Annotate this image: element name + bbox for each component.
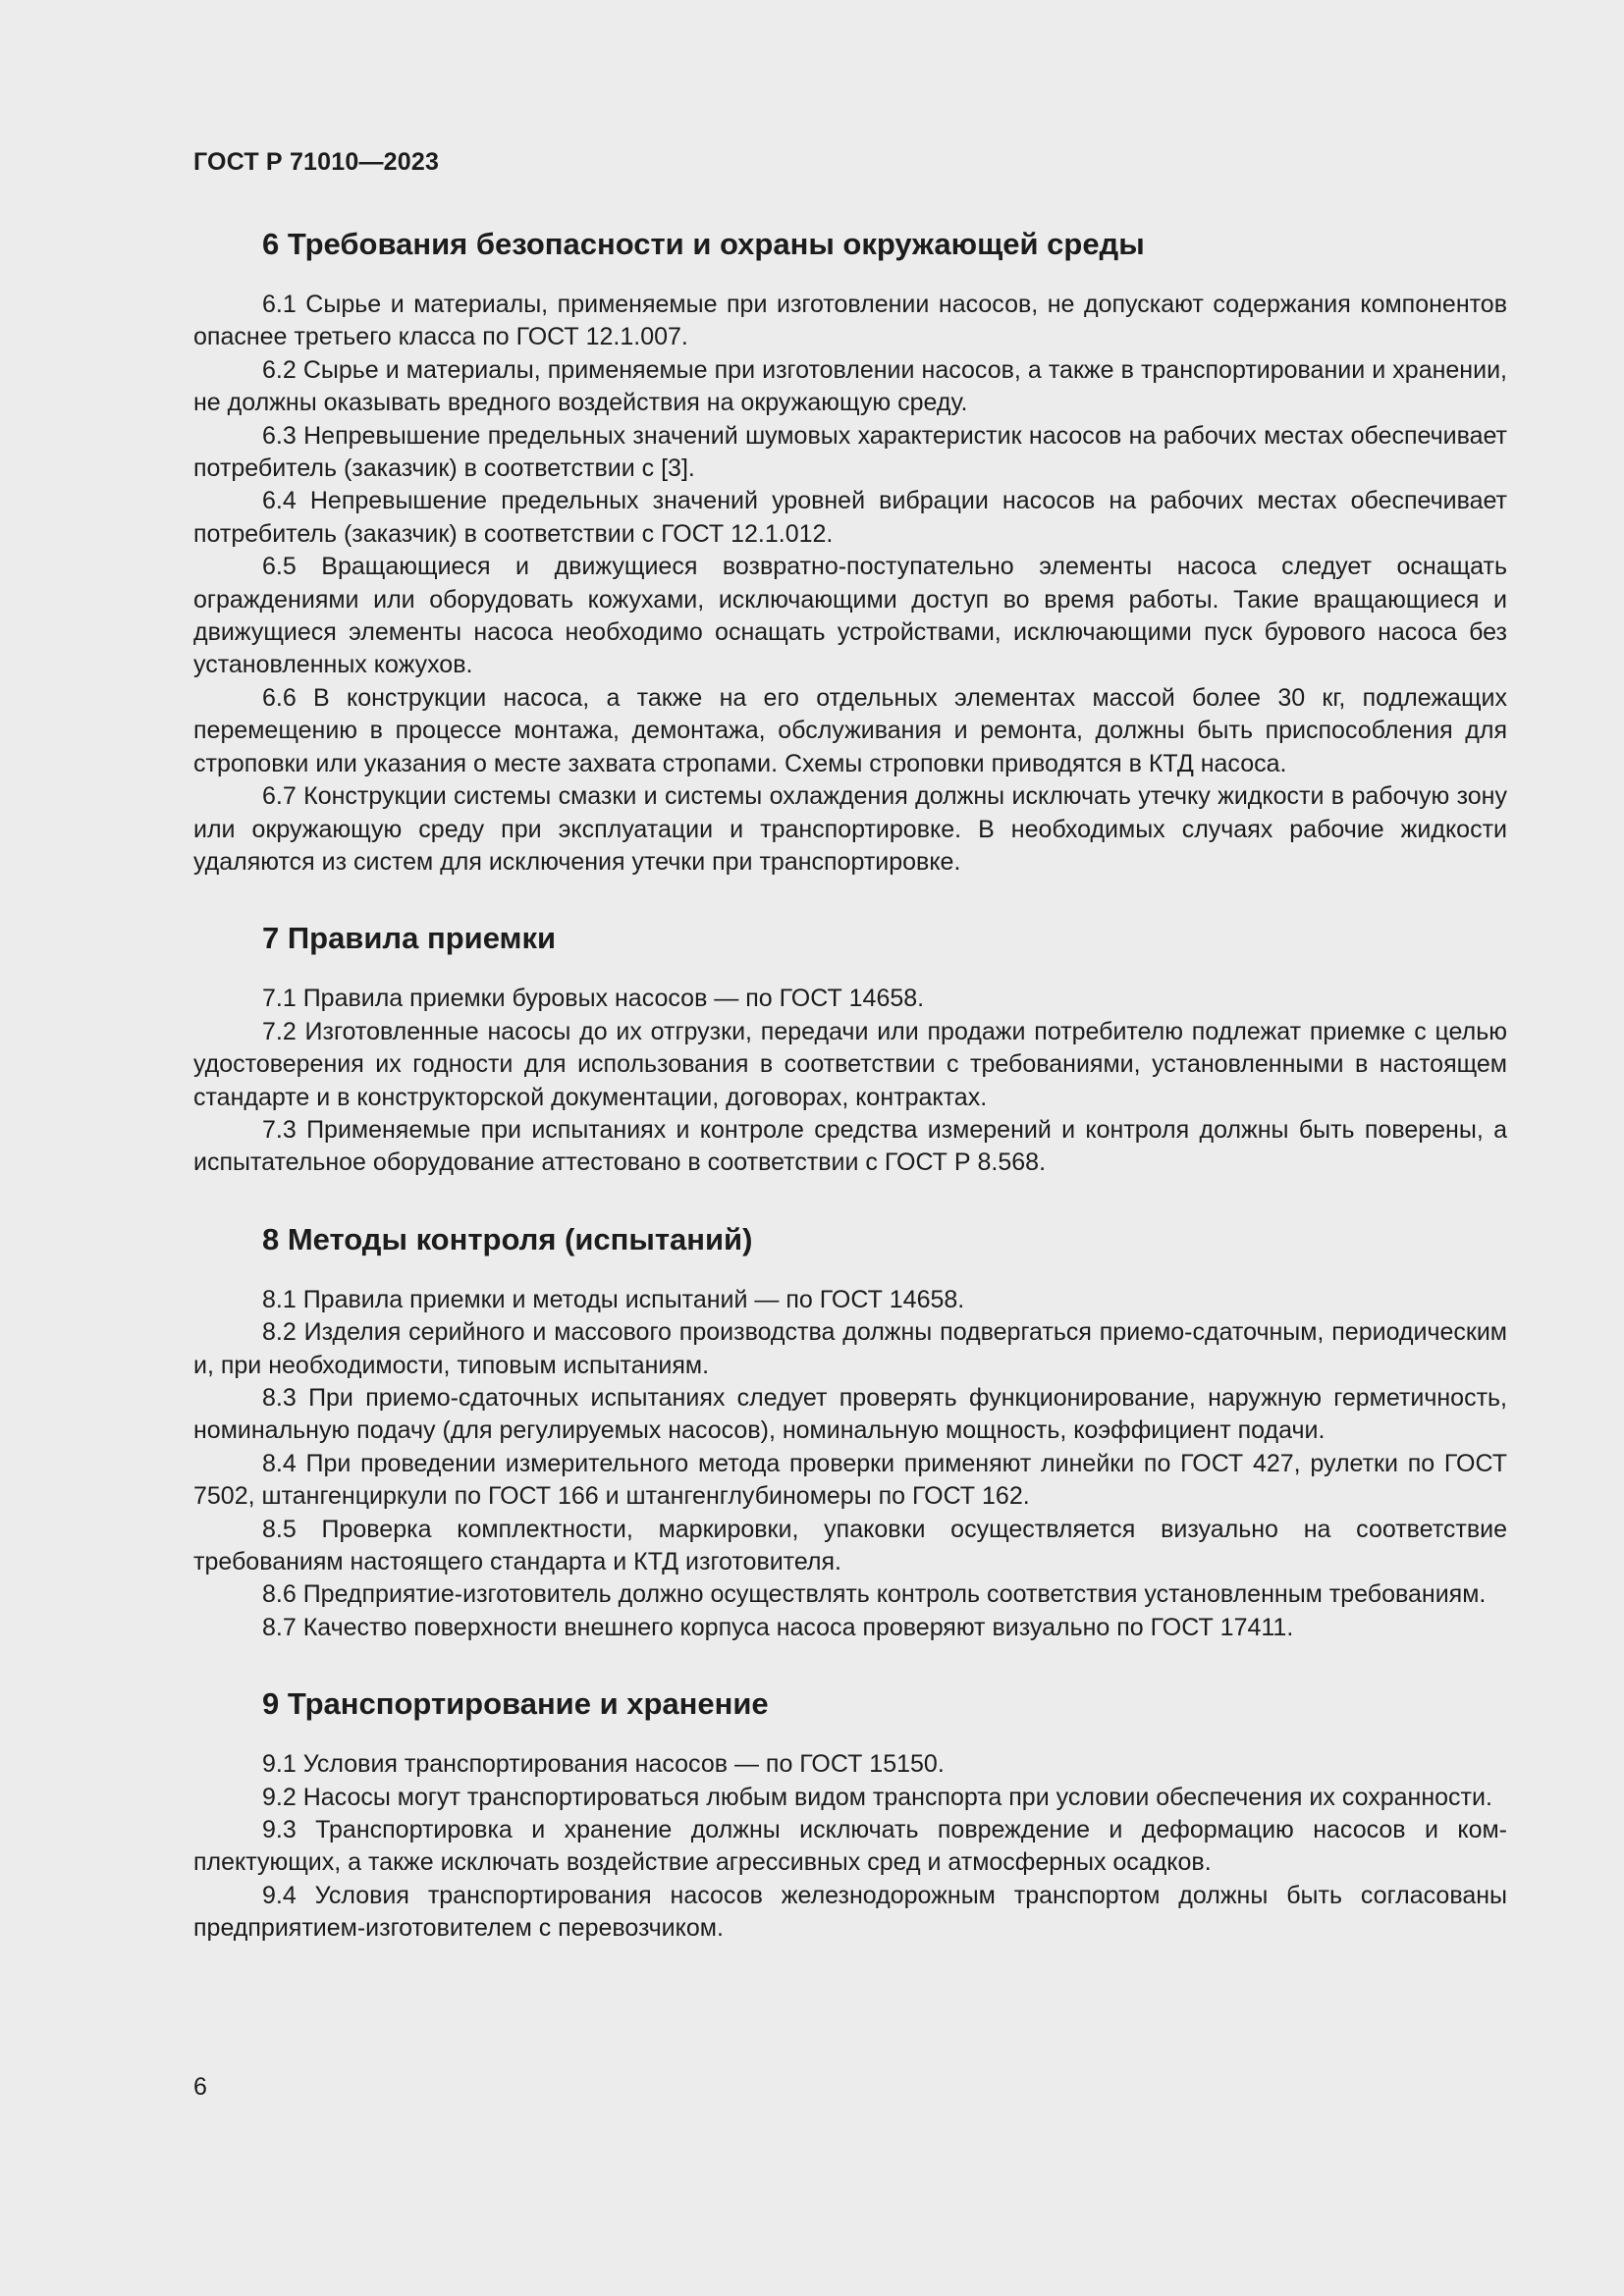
paragraph-8-6: 8.6 Предприятие-изготовитель должно осуществлять контроль соответствия установленным требованиям. <box>262 1580 1487 1609</box>
paragraph-8-1: 8.1 Правила приемки и методы испытаний — по ГОСТ 14658. <box>262 1285 965 1313</box>
paragraph-9-4: 9.4 Условия транспортирования насосов железнодорожным транспортом должны быть согласованы предприятием-изготовителем с перевозчиком. <box>193 1881 1507 1943</box>
paragraph-6-1: 6.1 Сырье и материалы, применяемые при изготовлении насосов, не допускают содержания компонентов опаснее третьего класса по ГОСТ 12.1.007. <box>193 291 1507 351</box>
paragraph-6-6: 6.6 В конструкции насоса, а также на его отдельных элементах массой более 30 кг, подлежащих перемещению в процессе монтажа, демонтажа, обслуживания и ремонта, должны быть приспособления для строповки или указания о месте захвата стропами. Схемы строповки приводятся в КТД насоса. <box>193 683 1507 777</box>
page-number: 6 <box>193 2073 207 2101</box>
section-title: 9 Транспортирование и хранение <box>262 1686 769 1722</box>
paragraph-7-2: 7.2 Изготовленные насосы до их отгрузки, передачи или продажи потребителю подлежат приемке с целью удостоверения их годности для использования в соответствии с требованиями, установленными в настоящем стандарте и в конструкторской документации, договорах, контрактах. <box>193 1017 1507 1111</box>
document-header: ГОСТ Р 71010—2023 <box>193 148 440 176</box>
paragraph-7-1: 7.1 Правила приемки буровых насосов — по ГОСТ 14658. <box>262 985 925 1013</box>
section-title: 6 Требования безопасности и охраны окружающей среды <box>262 227 1145 261</box>
section-8 <box>193 1215 1507 1644</box>
paragraph-8-4: 8.4 При проведении измерительного метода проверки применяют линейки по ГОСТ 427, рулетки по ГОСТ 7502, штангенциркули по ГОСТ 166 и штангенглубиномеры по ГОСТ 162. <box>193 1449 1507 1511</box>
paragraph-9-1: 9.1 Условия транспортирования насосов — по ГОСТ 15150. <box>262 1750 945 1779</box>
section-7 <box>193 914 1507 1179</box>
document-page <box>193 0 1507 2296</box>
document-body <box>193 220 1507 1946</box>
section-6 <box>193 220 1507 879</box>
section-title: 8 Методы контроля (испытаний) <box>262 1221 753 1256</box>
paragraph-8-2: 8.2 Изделия серийного и массового производства должны подвергаться приемо-сдаточным, периодическим и, при необходимости, типовым испытаниям. <box>193 1318 1507 1379</box>
paragraph-8-3: 8.3 При приемо-сдаточных испытаниях следует проверять функционирование, наружную герметичность, номинальную подачу (для регулируемых насосов), номинальную мощность, коэффициент подачи. <box>193 1383 1507 1445</box>
section-title: 7 Правила приемки <box>262 921 557 956</box>
paragraph-8-5: 8.5 Проверка комплектности, маркировки, упаковки осуществляется визуально на соответствие требованиям настоящего стандарта и КТД изготовителя. <box>193 1515 1507 1575</box>
paragraph-7-3: 7.3 Применяемые при испытаниях и контроле средства измерений и контроля должны быть поверены, а испытательное оборудование аттестовано в соответствии с ГОСТ Р 8.568. <box>193 1115 1507 1177</box>
section-9 <box>193 1680 1507 1945</box>
paragraph-8-7: 8.7 Качество поверхности внешнего корпуса насоса проверяют визуально по ГОСТ 17411. <box>262 1613 1294 1641</box>
paragraph-9-3: 9.3 Транспортировка и хранение должны исключать повреждение и деформацию насосов и комплектующих, а также исключать воздействие агрессивных сред и атмосферных осадков. <box>193 1816 1507 1877</box>
paragraph-6-2: 6.2 Сырье и материалы, применяемые при изготовлении насосов, а также в транспортировании и хранении, не должны оказывать вредного воздействия на окружающую среду. <box>193 355 1507 417</box>
paragraph-6-4: 6.4 Непревышение предельных значений уровней вибрации насосов на рабочих местах обеспечивает потребитель (заказчик) в соответствии с ГОСТ 12.1.012. <box>193 487 1507 548</box>
paragraph-9-2: 9.2 Насосы могут транспортироваться любым видом транспорта при условии обеспечения их сохранности. <box>262 1783 1492 1811</box>
paragraph-6-7: 6.7 Конструкции системы смазки и системы охлаждения должны исключать утечку жидкости в рабочую зону или окружающую среду при эксплуатации и транспортировке. В необходимых случаях рабочие жидкости удаляются из систем для исключения утечки при транспортировке. <box>193 782 1507 876</box>
paragraph-6-5: 6.5 Вращающиеся и движущиеся возвратно-поступательно элементы насоса следует оснащать ограждениями или оборудовать кожухами, исключающими доступ во время работы. Такие вращающиеся и движущиеся элементы насоса необходимо оснащать устройствами, исключающими пуск бурового насоса без установленных кожухов. <box>193 553 1507 679</box>
paragraph-6-3: 6.3 Непревышение предельных значений шумовых характеристик насосов на рабочих местах обеспечивает потребитель (заказчик) в соответствии с [3]. <box>193 421 1507 483</box>
